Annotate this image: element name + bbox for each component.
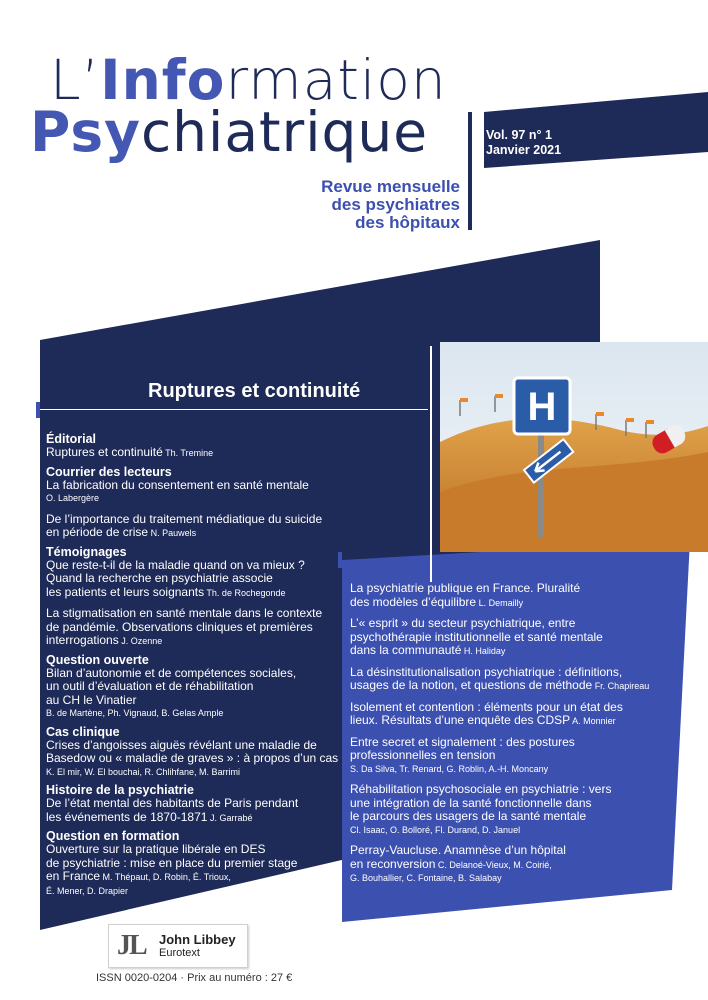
issn-price: ISSN 0020-0204 · Prix au numéro : 27 € (96, 972, 293, 984)
article-title-line: en France M. Thépaut, D. Robin, É. Trioux, (46, 869, 231, 883)
toc-article (350, 666, 660, 694)
toc-article (46, 479, 386, 506)
article-author: H. Haliday (461, 646, 506, 656)
toc-article (46, 797, 386, 825)
publisher-name: John Libbey (159, 932, 236, 947)
masthead-line1-post: rmation (225, 48, 447, 112)
toc-article (46, 446, 386, 461)
toc-left-column (46, 428, 386, 898)
article-title-line: interrogations J. Ozenne (46, 633, 163, 647)
article-title-line: des modèles d’équilibre L. Demailly (350, 594, 524, 609)
accent-tick-1 (36, 402, 40, 418)
issue-date: Janvier 2021 (486, 143, 562, 157)
section-heading: Question en formation (46, 829, 180, 843)
article-author: A. Monnier (570, 716, 616, 726)
article-author: C. Delanoé-Vieux, M. Coirié, (435, 859, 552, 870)
article-title-line: psychothérapie institutionnelle et santé mentale (350, 629, 603, 644)
toc-right-column (350, 582, 660, 893)
article-author: Cl. Isaac, O. Bolloré, Fl. Durand, D. Januel (350, 824, 521, 835)
article-title-line: Ruptures et continuité Th. Tremine (46, 445, 214, 459)
toc-article (46, 667, 386, 721)
article-title-line: une intégration de la santé fonctionnelle dans (350, 795, 592, 810)
article-title-line: De l’importance du traitement médiatique du suicide (46, 511, 323, 526)
toc-article (350, 582, 660, 610)
article-title-line: en période de crise N. Pauwels (46, 525, 197, 539)
sign-letter: H (527, 385, 557, 429)
article-title-line: Bilan d’autonomie et de compétences sociales, (46, 665, 297, 680)
section-heading: Éditorial (46, 432, 97, 446)
theme-title: Ruptures et continuité (148, 380, 361, 402)
publisher-logo (108, 924, 248, 968)
toc-article (350, 844, 660, 886)
toc-article (46, 739, 386, 780)
article-title-line: Entre secret et signalement : des postures (350, 734, 575, 749)
article-title-line: La psychiatrie publique en France. Pluralité (350, 581, 581, 595)
issue-info (486, 128, 561, 158)
section-heading: Témoignages (46, 544, 127, 559)
article-title-line: La désinstitutionalisation psychiatrique : définitions, (350, 664, 623, 679)
article-title-line: Ouverture sur la pratique libérale en DES (46, 842, 266, 856)
toc-article (46, 513, 386, 541)
article-author: S. Da Silva, Tr. Renard, G. Roblin, A.-H. Moncany (350, 763, 549, 774)
article-author: É. Mener, D. Drapier (46, 885, 129, 896)
article-title-line: de pandémie. Observations cliniques et premières (46, 619, 313, 634)
publisher-logo-mark: JL (117, 930, 146, 961)
section-heading: Question ouverte (46, 652, 149, 667)
toc-article (46, 843, 386, 898)
volume-number: Vol. 97 n° 1 (486, 128, 552, 142)
tagline-line: des hôpitaux (355, 213, 460, 232)
tagline-line: Revue mensuelle (321, 177, 460, 196)
article-author: M. Thépaut, D. Robin, É. Trioux, (100, 872, 231, 882)
divider-vertical (468, 112, 472, 230)
cover-photo (440, 342, 708, 552)
toc-article (46, 559, 386, 601)
tagline (300, 178, 460, 232)
article-title-line: Isolement et contention : éléments pour un état des (350, 699, 623, 714)
article-title-line: un outil d’évaluation et de réhabilitation (46, 679, 254, 693)
article-title-line: La stigmatisation en santé mentale dans le contexte (46, 606, 323, 620)
article-title-line: en reconversion C. Delanoé-Vieux, M. Coirié, (350, 856, 552, 871)
toc-article (350, 736, 660, 777)
masthead-line2-bold: Psy (30, 100, 141, 164)
masthead-line2 (30, 100, 429, 164)
article-title-line: de psychiatrie : mise en place du premier stage (46, 855, 298, 870)
article-author: J. Ozenne (118, 636, 163, 646)
article-title-line: La fabrication du consentement en santé mentale (46, 477, 309, 492)
divider-vertical-2 (430, 346, 432, 582)
tagline-line: des psychiatres (331, 195, 460, 214)
toc-article (350, 783, 660, 837)
article-title-line: Que reste-t-il de la maladie quand on va mieux ? (46, 557, 305, 572)
article-author: L. Demailly (476, 597, 524, 608)
section-heading: Courrier des lecteurs (46, 464, 172, 479)
article-title-line: lieux. Résultats d’une enquête des CDSP A. Monnier (350, 713, 616, 727)
article-title-line: L’« esprit » du secteur psychiatrique, entre (350, 616, 576, 630)
masthead-line1-bold: Info (100, 48, 226, 112)
article-title-line: au CH le Vinatier (46, 692, 137, 707)
masthead-line2-post: chiatrique (140, 100, 429, 164)
article-author: Th. de Rochegonde (204, 587, 286, 598)
article-title-line: usages de la notion, et questions de méthode Fr. Chapireau (350, 678, 650, 692)
article-title-line: De l’état mental des habitants de Paris pendant (46, 796, 299, 810)
article-title-line: les événements de 1870-1871 J. Garrabé (46, 809, 253, 824)
article-title-line: le parcours des usagers de la santé mentale (350, 809, 587, 823)
article-author: Fr. Chapireau (592, 681, 650, 691)
toc-article (350, 701, 660, 729)
article-author: O. Labergère (46, 493, 100, 503)
article-author: Th. Tremine (162, 448, 214, 458)
article-author: N. Pauwels (148, 528, 197, 538)
article-author: J. Garrabé (207, 812, 253, 823)
article-title-line: les patients et leurs soignants Th. de Rochegonde (46, 584, 286, 599)
toc-article (350, 617, 660, 659)
publisher-sub: Eurotext (159, 947, 200, 959)
article-author: B. de Martène, Ph. Vignaud, B. Gelas Ample (46, 708, 224, 718)
article-title-line: Quand la recherche en psychiatrie associe (46, 571, 273, 585)
article-title-line: Perray-Vaucluse. Anamnèse d’un hôpital (350, 843, 566, 857)
article-title-line: Crises d’angoisses aiguës révélant une maladie de (46, 737, 317, 752)
masthead-line1-pre: L’ (50, 48, 101, 112)
article-title-line: Réhabilitation psychosociale en psychiatrie : vers (350, 782, 612, 796)
article-author: G. Bouhallier, C. Fontaine, B. Salabay (350, 873, 502, 883)
article-title-line: Basedow ou « maladie de graves » : à propos d’un cas (46, 751, 339, 765)
article-author: K. El mir, W. El bouchai, R. Chlihfane, M. Barrimi (46, 766, 241, 777)
desert-hospital-sign-illustration (440, 342, 708, 552)
article-title-line: dans la communauté H. Haliday (350, 643, 506, 657)
article-title-line: professionnelles en tension (350, 748, 496, 762)
toc-article (46, 607, 386, 649)
section-heading: Cas clinique (46, 724, 120, 739)
section-heading: Histoire de la psychiatrie (46, 783, 194, 797)
title-rule (40, 409, 428, 410)
